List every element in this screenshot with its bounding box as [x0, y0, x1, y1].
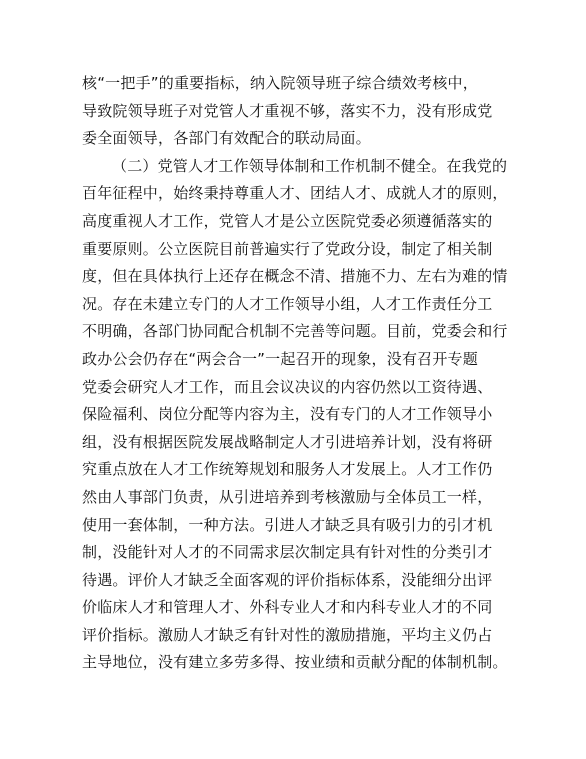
- text-line: 政办公会仍存在“两会合一”一起召开的现象，没有召开专题: [82, 349, 478, 368]
- text-line: 使用一套体制，一种方法。引进人才缺乏具有吸引力的引才机: [82, 515, 493, 534]
- text-line: 制，没能针对人才的不同需求层次制定具有针对性的分类引才: [82, 543, 493, 562]
- text-line: 价临床人才和管理人才、外科专业人才和内科专业人才的不同: [82, 598, 493, 617]
- text-line: 主导地位，没有建立多劳多得、按业绩和贡献分配的体制机制。: [82, 653, 508, 672]
- text-line: 评价指标。激励人才缺乏有针对性的激励措施，平均主义仍占: [82, 625, 493, 644]
- text-line: 核“一把手”的重要指标，纳入院领导班子综合绩效考核中，: [82, 74, 478, 92]
- text-line: 待遇。评价人才缺乏全面客观的评价指标体系，没能细分出评: [82, 570, 493, 589]
- text-line: 组，没有根据医院发展战略制定人才引进培养计划，没有将研: [82, 432, 493, 451]
- text-line: 百年征程中，始终秉持尊重人才、团结人才、成就人才的原则，: [82, 184, 508, 203]
- text-line: 不明确，各部门协同配合机制不完善等问题。目前，党委会和行: [82, 322, 508, 341]
- text-line: 度，但在具体执行上还存在概念不清、措施不力、左右为难的情: [82, 267, 508, 286]
- text-line: 保险福利、岗位分配等内容为主，没有专门的人才工作领导小: [82, 405, 493, 424]
- text-line: 况。存在未建立专门的人才工作领导小组，人才工作责任分工: [82, 294, 493, 313]
- section-heading-line: （二）党管人才工作领导体制和工作机制不健全。在我党的: [112, 156, 508, 175]
- text-line: 然由人事部门负责，从引进培养到考核激励与全体员工一样，: [82, 487, 493, 506]
- text-line: 党委会研究人才工作，而且会议决议的内容仍然以工资待遇、: [82, 377, 493, 396]
- body-text: [82, 70, 512, 677]
- text-line: 究重点放在人才工作统筹规划和服务人才发展上。人才工作仍: [82, 460, 493, 479]
- text-line: 导致院领导班子对党管人才重视不够，落实不力，没有形成党: [82, 101, 493, 120]
- text-line: 高度重视人才工作，党管人才是公立医院党委必须遵循落实的: [82, 211, 493, 230]
- text-line: 重要原则。公立医院目前普遍实行了党政分设，制定了相关制: [82, 239, 493, 258]
- text-line: 委全面领导，各部门有效配合的联动局面。: [82, 129, 371, 148]
